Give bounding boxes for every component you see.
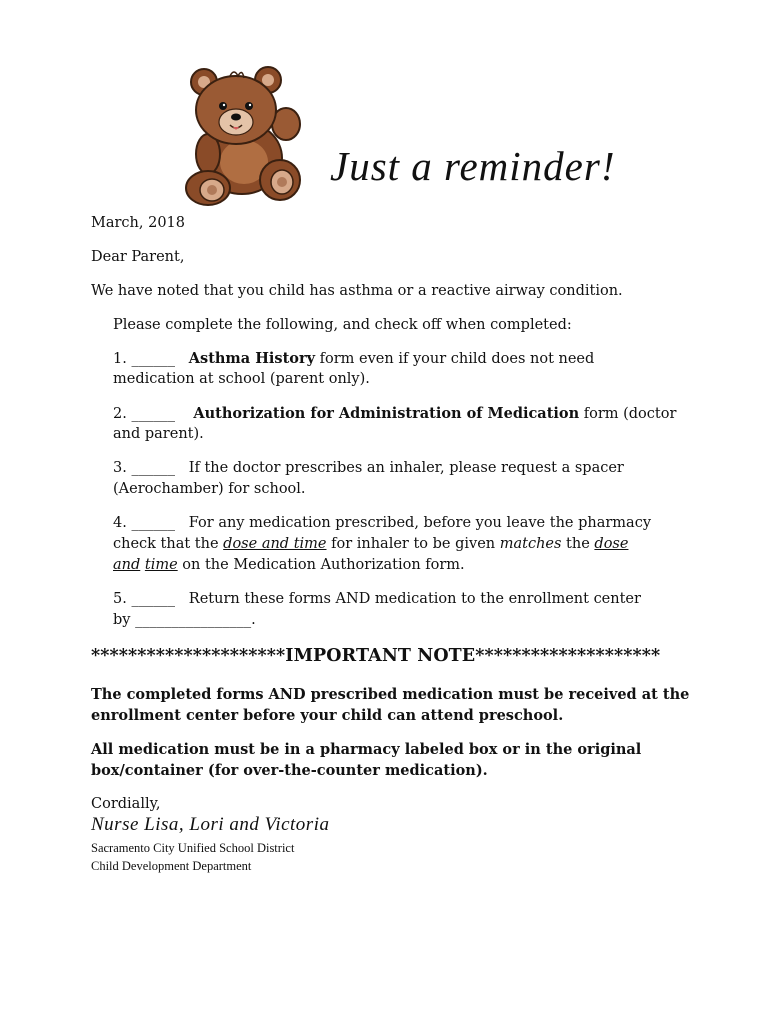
checklist-item-5: 5. ______ Return these forms AND medication to the enrollment center xyxy=(113,591,641,607)
checklist-item-5-cont: by ________________. xyxy=(113,612,256,628)
bold-paragraph-2-line-2: box/container (for over-the-counter medication). xyxy=(91,762,488,779)
important-note-heading: *********************IMPORTANT NOTE******************** xyxy=(91,646,661,666)
bold-paragraph-2-line-1: All medication must be in a pharmacy labeled box or in the original xyxy=(91,741,642,758)
letter-date: March, 2018 xyxy=(91,215,186,231)
organization-name: Sacramento City Unified School District xyxy=(91,841,295,855)
checklist-item-1: 1. ______ Asthma History form even if your child does not need xyxy=(113,350,595,367)
headline: Just a reminder! xyxy=(330,143,616,189)
bold-paragraph-1-line-2: enrollment center before your child can attend preschool. xyxy=(91,707,564,724)
item-number: 3. ______ xyxy=(113,460,175,476)
intro-paragraph: We have noted that you child has asthma or a reactive airway condition. xyxy=(91,283,623,299)
item-number: 1. ______ xyxy=(113,351,175,367)
item-title: Asthma History xyxy=(188,350,316,367)
department-name: Child Development Department xyxy=(91,859,252,873)
item-number: 2. ______ xyxy=(113,406,175,422)
checklist-item-1-cont: medication at school (parent only). xyxy=(113,371,370,387)
item-title: Authorization for Administration of Medication xyxy=(193,405,580,422)
salutation: Dear Parent, xyxy=(91,249,185,265)
checklist-item-4-cont: check that the dose and time for inhaler to be given matches the dose xyxy=(113,536,629,552)
checklist-item-2: 2. ______ Authorization for Administration of Medication form (doctor xyxy=(113,405,677,422)
bold-paragraph-1-line-1: The completed forms AND prescribed medication must be received at the xyxy=(91,686,690,703)
checklist-item-3: 3. ______ If the doctor prescribes an inhaler, please request a spacer xyxy=(113,460,624,476)
closing: Cordially, xyxy=(91,796,161,812)
checklist-item-4: 4. ______ For any medication prescribed, before you leave the pharmacy xyxy=(113,515,652,531)
checklist-item-4-cont2: and time on the Medication Authorization form. xyxy=(113,557,465,573)
signature: Nurse Lisa, Lori and Victoria xyxy=(91,814,330,835)
instruction-text: Please complete the following, and check off when completed: xyxy=(113,317,572,333)
teddy-bear-illustration xyxy=(178,62,308,208)
checklist-item-2-cont: and parent). xyxy=(113,426,204,442)
checklist-item-3-cont: (Aerochamber) for school. xyxy=(113,481,306,497)
item-number: 4. ______ xyxy=(113,515,175,531)
item-number: 5. ______ xyxy=(113,591,175,607)
